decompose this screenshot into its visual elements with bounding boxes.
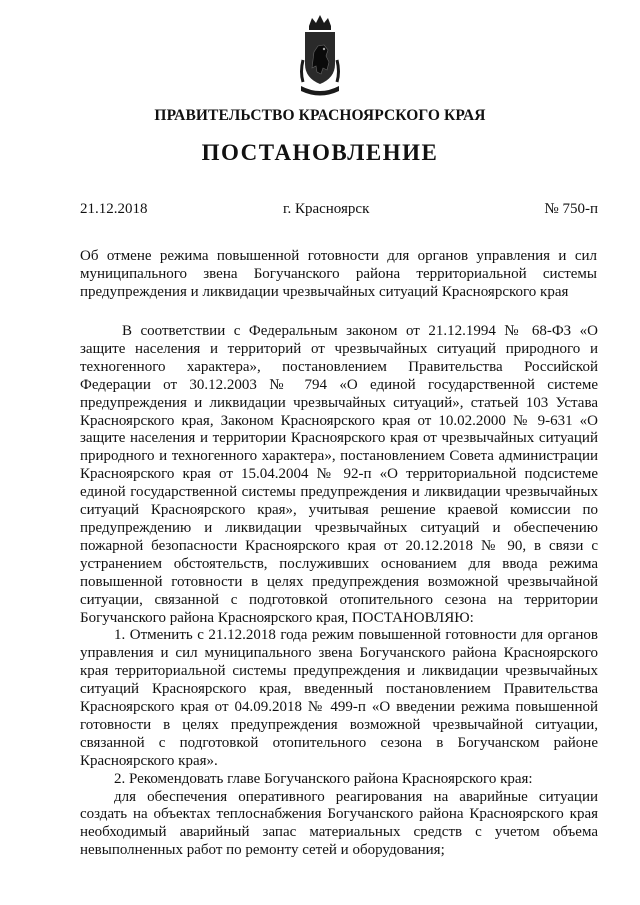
clause-2-subitem: для обеспечения оперативного реагирования на аварийные ситуации создать на объектах теплоснабжения Богучанского района Красноярского края необходимый аварийный запас материальных средств с учетом объема невыполненных работ по ремонту сетей и оборудования;	[80, 788, 598, 859]
document-body	[80, 323, 598, 860]
clause-2: 2. Рекомендовать главе Богучанского района Красноярского края:	[114, 770, 533, 787]
preamble-paragraph: В соответствии с Федеральным законом от 21.12.1994 № 68-ФЗ «О защите населения и территорий от чрезвычайных ситуаций природного и техногенного характера», постановлением Правительства Российской Федерации от 30.12.2003 № 794 «О единой государственной системе предупреждения и ликвидации чрезвычайных ситуаций», статьей 103 Устава Красноярского края, Законом Красноярского края от 10.02.2000 № 9-631 «О защите населения и территории Красноярского края от чрезвычайных ситуаций природного и техногенного характера», постановлением Совета администрации Красноярского края от 15.04.2004 № 92-п «О территориальной подсистеме единой государственной системы предупреждения и ликвидации чрезвычайных ситуаций Красноярского края», учитывая решение краевой комиссии по предупреждению и ликвидации чрезвычайных ситуаций и обеспечению пожарной безопасности Красноярского края от 20.12.2018 № 90, в связи с устранением обстоятельств, послуживших основанием для ввода режима повышенной готовности в целях предупреждения возможной чрезвычайной ситуации, связанной с подготовкой отопительного сезона на территории Богучанского района Красноярского края, ПОСТАНОВЛЯЮ:	[80, 323, 598, 626]
document-number: № 750-п	[544, 201, 598, 217]
document-date: 21.12.2018	[80, 201, 148, 217]
government-title: ПРАВИТЕЛЬСТВО КРАСНОЯРСКОГО КРАЯ	[154, 107, 486, 124]
document-subject: Об отмене режима повышенной готовности для органов управления и сил муниципального звена Богучанского района территориальной системы предупреждения и ликвидации чрезвычайных ситуаций Красноярского края	[80, 248, 597, 300]
document-type: ПОСТАНОВЛЕНИЕ	[201, 140, 439, 165]
clause-1: 1. Отменить с 21.12.2018 года режим повышенной готовности для органов управления и сил муниципального звена Богучанского района Красноярского края территориальной системы предупреждения и ликвидации чрезвычайных ситуаций Красноярского края, введенный постановлением Правительства Красноярского края от 04.09.2018 № 499-п «О введении режима повышенной готовности в целях предупреждения возможной чрезвычайной ситуации, связанной с подготовкой отопительного сезона в Богучанском районе Красноярского края».	[80, 627, 598, 769]
document-city: г. Красноярск	[283, 201, 370, 217]
coat-of-arms-icon	[297, 12, 343, 100]
